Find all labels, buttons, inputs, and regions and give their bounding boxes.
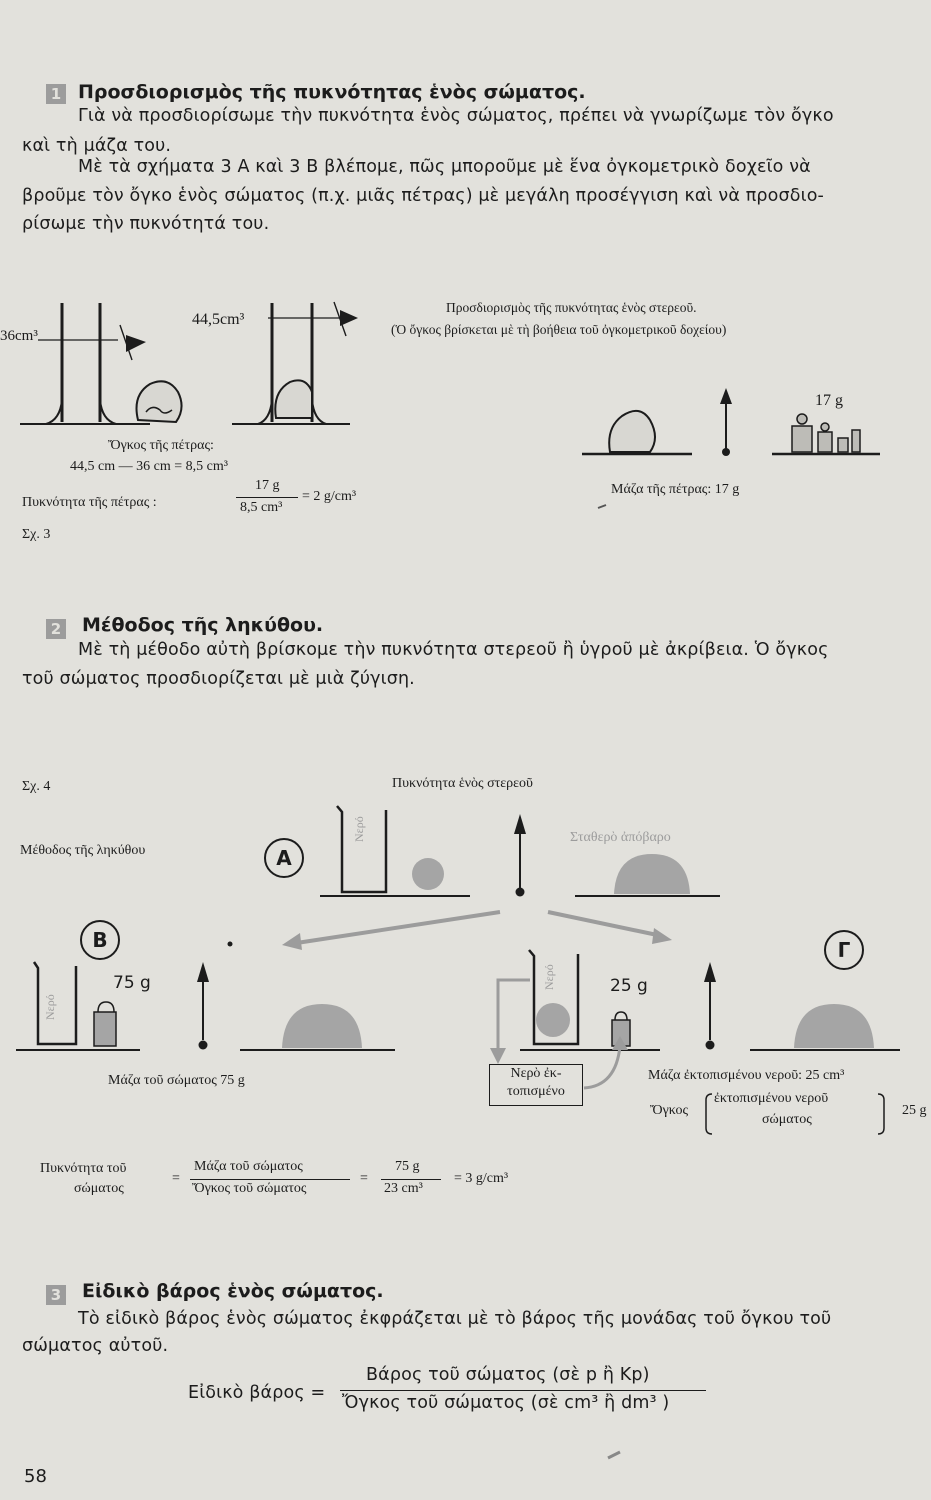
volume-left-label: 36cm³ xyxy=(0,328,38,344)
density-label-line-2: σώματος xyxy=(74,1181,124,1196)
method-label: Μέθοδος τῆς ληκύθου xyxy=(20,843,146,858)
specific-weight-fraction-bar xyxy=(340,1390,706,1391)
section-number-3: 3 xyxy=(46,1285,66,1305)
stone-volume-title: Ὄγκος τῆς πέτρας: xyxy=(108,438,214,453)
stone-right-icon xyxy=(275,380,312,418)
tare-dome-g-icon xyxy=(794,1004,874,1048)
eye-right-icon xyxy=(340,310,358,326)
density-frac2-numerator: 75 g xyxy=(395,1159,420,1174)
fig3-caption-sub: (Ὁ ὄγκος βρίσκεται μὲ τὴ βοήθεια τοῦ ὀγκομετρικοῦ δοχείου) xyxy=(391,322,727,337)
section-3-title: Εἰδικὸ βάρος ἑνὸς σώματος. xyxy=(82,1280,384,1302)
tare-dome-a-icon xyxy=(614,854,690,894)
density-equals-1: = xyxy=(172,1171,180,1186)
section-1-title: Προσδιορισμὸς τῆς πυκνότητας ἑνὸς σώματος. xyxy=(78,81,586,103)
circle-label-b: Β xyxy=(80,920,120,960)
density-frac1-denominator: Ὄγκος τοῦ σώματος xyxy=(192,1181,307,1196)
volume-value: 25 g xyxy=(902,1103,927,1118)
section-3-line-2: σώματος αὐτοῦ. xyxy=(22,1336,169,1356)
body-mass-caption: Μάζα τοῦ σώματος 75 g xyxy=(108,1073,245,1088)
water-label-g: Νερό xyxy=(542,964,556,990)
weight-25g-label: 25 g xyxy=(610,976,648,996)
section-3-line-1: Τὸ εἰδικὸ βάρος ἑνὸς σώματος ἐκφράζεται μὲ τὸ βάρος τῆς μονάδας τοῦ ὄγκου τοῦ xyxy=(78,1309,832,1329)
stone-density-denominator: 8,5 cm³ xyxy=(240,500,283,515)
fig4-label: Σχ. 4 xyxy=(22,779,51,794)
volume-word: Ὄγκος xyxy=(650,1103,689,1118)
density-label-line-1: Πυκνότητα τοῦ xyxy=(40,1161,127,1176)
stone-balance-icon xyxy=(609,411,655,452)
page-number: 58 xyxy=(24,1466,47,1487)
specific-weight-numerator: Βάρος τοῦ σώματος (σὲ p ἢ Kp) xyxy=(366,1365,650,1385)
water-label-a: Νερό xyxy=(352,816,366,842)
volume-right-label: 44,5cm³ xyxy=(192,311,245,328)
circle-label-g: Γ xyxy=(824,930,864,970)
fig4-title: Πυκνότητα ἑνὸς στερεοῦ xyxy=(392,776,533,791)
displaced-water-mass: Μάζα ἐκτοπισμένου νεροῦ: 25 cm³ xyxy=(648,1068,845,1083)
beaker-g-drawing xyxy=(520,950,660,1050)
section-2-line-1: Μὲ τὴ μέθοδο αὐτὴ βρίσκομε τὴν πυκνότητα στερεοῦ ἢ ὑγροῦ μὲ ἀκρίβεια. Ὁ ὄγκος xyxy=(78,640,829,660)
section-1-line-3: Μὲ τὰ σχήματα 3 Α καὶ 3 Β βλέπομε, πῶς μποροῦμε μὲ ἕνα ὀγκομετρικὸ δοχεῖο νὰ xyxy=(78,157,811,177)
specific-weight-label: Εἰδικὸ βάρος = xyxy=(188,1383,326,1403)
fig3-label: Σχ. 3 xyxy=(22,527,51,542)
section-2-line-2: τοῦ σώματος προσδιορίζεται μὲ μιὰ ζύγιση. xyxy=(22,669,415,689)
section-1-line-1: Γιὰ νὰ προσδιορίσωμε τὴν πυκνότητα ἑνὸς σώματος, πρέπει νὰ γνωρίζωμε τὸν ὄγκο xyxy=(78,106,834,126)
stone-density-numerator: 17 g xyxy=(255,478,280,493)
displaced-box-line-2: τοπισμένο xyxy=(507,1084,565,1099)
section-1-line-5: ρίσωμε τὴν πυκνότητά του. xyxy=(22,214,270,234)
density-frac1-bar xyxy=(190,1179,350,1180)
volume-bracket-line-2: σώματος xyxy=(762,1112,812,1127)
density-frac2-denominator: 23 cm³ xyxy=(384,1181,423,1196)
specific-weight-denominator: Ὄγκος τοῦ σώματος (σὲ cm³ ἢ dm³ ) xyxy=(342,1393,670,1413)
tare-label: Σταθερὸ ἀπόβαρο xyxy=(570,830,671,845)
cylinder-left-drawing xyxy=(20,303,150,424)
stone-density-result: = 2 g/cm³ xyxy=(302,489,357,504)
density-result: = 3 g/cm³ xyxy=(454,1171,509,1186)
fig3-caption-title: Προσδιορισμὸς τῆς πυκνότητας ἑνὸς στερεοῦ. xyxy=(446,300,697,315)
weights-17g-icon xyxy=(792,414,860,452)
beaker-a-drawing xyxy=(320,806,470,896)
section-1-line-4: βροῦμε τὸν ὄγκο ἑνὸς σώματος (π.χ. μιᾶς πέτρας) μὲ μεγάλη προσέγγιση καὶ νὰ προσδιο- xyxy=(22,186,825,206)
tare-dome-b-icon xyxy=(282,1004,362,1048)
volume-bracket-line-1: ἐκτοπισμένου νεροῦ xyxy=(714,1091,829,1106)
density-frac1-numerator: Μάζα τοῦ σώματος xyxy=(194,1159,303,1174)
circle-label-a: Α xyxy=(264,838,304,878)
section-number-2: 2 xyxy=(46,619,66,639)
section-1-line-2: καὶ τὴ μάζα του. xyxy=(22,136,172,156)
density-equals-2: = xyxy=(360,1171,368,1186)
mass-17g-label: 17 g xyxy=(815,392,843,409)
weight-75g-label: 75 g xyxy=(113,973,151,993)
density-frac2-bar xyxy=(381,1179,441,1180)
weight-75g-icon xyxy=(94,1002,116,1046)
displaced-box-line-1: Νερὸ ἐκ- xyxy=(510,1066,562,1081)
stone-left-icon xyxy=(137,381,182,422)
solid-ball-a-icon xyxy=(412,858,444,890)
stone-mass-caption: Μάζα τῆς πέτρας: 17 g xyxy=(611,482,740,497)
displaced-water-box xyxy=(489,1064,583,1106)
stone-density-label: Πυκνότητα τῆς πέτρας : xyxy=(22,495,157,510)
section-number-1: 1 xyxy=(46,84,66,104)
stone-volume-calc: 44,5 cm — 36 cm = 8,5 cm³ xyxy=(70,459,228,474)
water-label-b: Νερό xyxy=(43,994,57,1020)
eye-left-icon xyxy=(126,335,146,352)
solid-ball-g-icon xyxy=(536,1003,570,1037)
section-2-title: Μέθοδος τῆς ληκύθου. xyxy=(82,614,324,636)
stone-density-fraction-bar xyxy=(236,497,298,498)
